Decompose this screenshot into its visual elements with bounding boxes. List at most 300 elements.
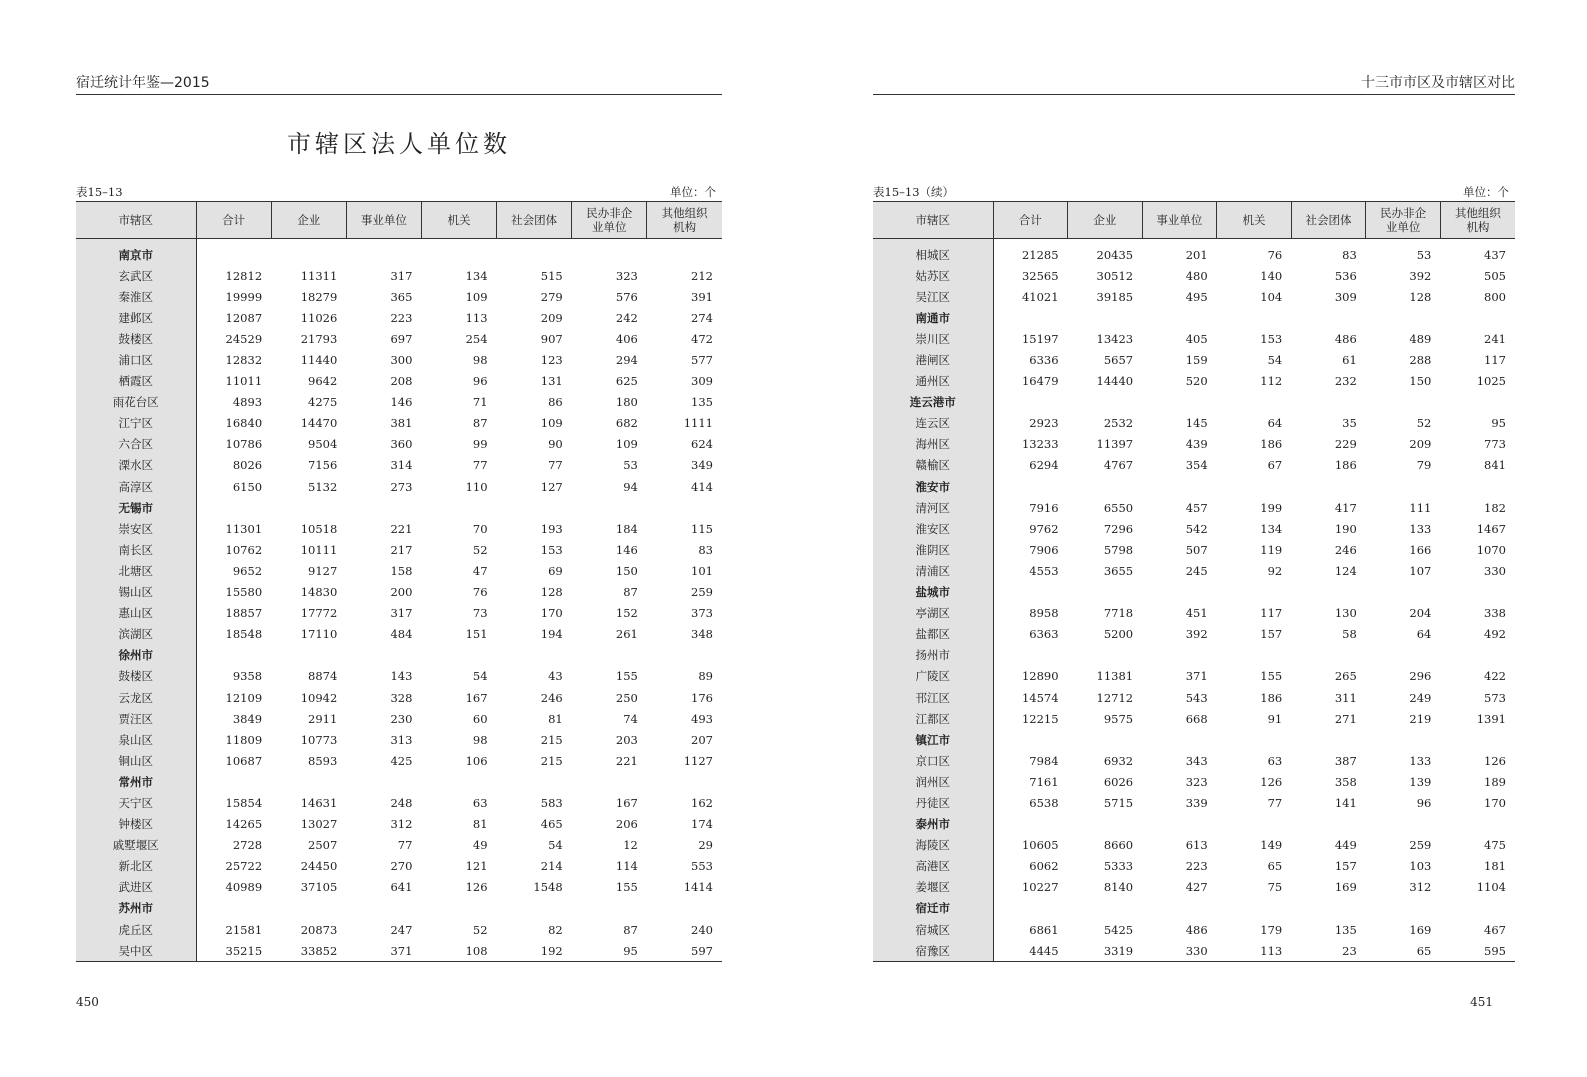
- table-row: [76, 750, 722, 771]
- value-cell: 159: [1185, 353, 1208, 368]
- value-cell: 505: [1484, 268, 1506, 283]
- table-row: [873, 539, 1515, 560]
- district-name: 崇安区: [76, 518, 196, 539]
- district-name: 雨花台区: [76, 392, 196, 413]
- value-cell: [497, 771, 572, 792]
- district-name: 天宁区: [76, 792, 196, 813]
- value-cell: [1366, 582, 1441, 603]
- value-cell: 4767: [1103, 458, 1134, 473]
- value-cell: [1291, 814, 1366, 835]
- value-cell: 76: [1267, 247, 1283, 262]
- value-cell: 3849: [232, 711, 263, 726]
- value-cell: 131: [540, 374, 563, 389]
- table-row: [873, 919, 1515, 940]
- value-cell: [346, 497, 421, 518]
- value-cell: 8140: [1103, 880, 1134, 895]
- city-row: [873, 814, 1515, 835]
- table-row: [76, 940, 722, 962]
- value-cell: 209: [1409, 437, 1432, 452]
- value-cell: [572, 239, 647, 266]
- value-cell: 15197: [1021, 331, 1059, 346]
- value-cell: 219: [1409, 711, 1432, 726]
- value-cell: 155: [1260, 669, 1283, 684]
- value-cell: 6336: [1029, 353, 1059, 368]
- column-header: 事业单位: [1142, 202, 1217, 239]
- table-row: [873, 856, 1515, 877]
- value-cell: 414: [691, 479, 713, 494]
- value-cell: 348: [691, 627, 713, 642]
- value-cell: [1366, 729, 1441, 750]
- value-cell: 10111: [300, 542, 338, 557]
- value-cell: 6294: [1029, 458, 1059, 473]
- value-cell: 52: [1416, 416, 1432, 431]
- value-cell: [1440, 392, 1515, 413]
- value-cell: 484: [390, 627, 413, 642]
- district-name: 六合区: [76, 434, 196, 455]
- district-name: 扬州市: [873, 645, 993, 666]
- district-name: 滨湖区: [76, 624, 196, 645]
- value-cell: 9575: [1103, 711, 1134, 726]
- value-cell: 312: [390, 817, 413, 832]
- value-cell: 4893: [232, 395, 263, 410]
- table-row: [76, 624, 722, 645]
- district-name: 淮阴区: [873, 539, 993, 560]
- value-cell: 553: [691, 859, 713, 874]
- district-name: 锡山区: [76, 582, 196, 603]
- value-cell: 449: [1334, 838, 1357, 853]
- table-header-row: [76, 202, 722, 239]
- district-name: 清河区: [873, 497, 993, 518]
- value-cell: 1414: [683, 880, 713, 895]
- district-name: 吴江区: [873, 286, 993, 307]
- value-cell: 10762: [225, 542, 263, 557]
- value-cell: 328: [390, 690, 413, 705]
- value-cell: 6062: [1029, 859, 1059, 874]
- table-row: [873, 413, 1515, 434]
- value-cell: 181: [1484, 859, 1506, 874]
- value-cell: 493: [691, 711, 713, 726]
- value-cell: 1025: [1476, 374, 1506, 389]
- value-cell: 10605: [1021, 838, 1059, 853]
- value-cell: 8958: [1029, 606, 1059, 621]
- value-cell: 99: [472, 437, 488, 452]
- value-cell: 800: [1484, 289, 1506, 304]
- column-header: 企业: [1068, 202, 1143, 239]
- value-cell: [1217, 898, 1292, 919]
- value-cell: 32565: [1021, 268, 1059, 283]
- value-cell: 77: [548, 458, 563, 473]
- value-cell: 223: [390, 310, 413, 325]
- value-cell: 81: [548, 711, 563, 726]
- district-name: 南通市: [873, 307, 993, 328]
- value-cell: 246: [540, 690, 563, 705]
- value-cell: [1217, 392, 1292, 413]
- table-row: [76, 856, 722, 877]
- right-page: [793, 0, 1586, 1077]
- value-cell: [421, 898, 496, 919]
- value-cell: 221: [615, 753, 638, 768]
- district-name: 淮安市: [873, 476, 993, 497]
- district-name: 宿豫区: [873, 940, 993, 962]
- value-cell: 2728: [232, 838, 263, 853]
- value-cell: 12812: [225, 268, 263, 283]
- value-cell: 215: [540, 753, 563, 768]
- value-cell: 1070: [1476, 542, 1506, 557]
- value-cell: 14265: [225, 817, 263, 832]
- value-cell: 98: [472, 353, 488, 368]
- column-header: 社会团体: [1291, 202, 1366, 239]
- column-header: 民办非企 业单位: [1366, 202, 1441, 239]
- value-cell: 8026: [232, 458, 263, 473]
- district-name: 盐城市: [873, 582, 993, 603]
- city-row: [873, 307, 1515, 328]
- value-cell: [497, 645, 572, 666]
- value-cell: 170: [540, 606, 563, 621]
- value-cell: 311: [1334, 690, 1357, 705]
- value-cell: 141: [1334, 795, 1357, 810]
- value-cell: [572, 771, 647, 792]
- district-name: 通州区: [873, 371, 993, 392]
- value-cell: 119: [1260, 542, 1283, 557]
- value-cell: 180: [615, 395, 638, 410]
- value-cell: [1291, 476, 1366, 497]
- value-cell: 139: [1409, 774, 1432, 789]
- district-name: 秦淮区: [76, 286, 196, 307]
- value-cell: 133: [1409, 521, 1432, 536]
- district-name: 淮安区: [873, 518, 993, 539]
- district-name: 海州区: [873, 434, 993, 455]
- value-cell: 112: [1260, 374, 1283, 389]
- value-cell: 391: [691, 289, 713, 304]
- value-cell: [572, 497, 647, 518]
- city-row: [76, 645, 722, 666]
- district-name: 鼓楼区: [76, 328, 196, 349]
- table-row: [76, 307, 722, 328]
- value-cell: 7156: [308, 458, 338, 473]
- value-cell: 126: [1260, 774, 1283, 789]
- value-cell: 1127: [683, 753, 713, 768]
- value-cell: 95: [1491, 416, 1506, 431]
- value-cell: 54: [548, 838, 563, 853]
- value-cell: 573: [1484, 690, 1506, 705]
- value-cell: 371: [346, 940, 421, 962]
- district-name: 盐都区: [873, 624, 993, 645]
- value-cell: [1068, 582, 1143, 603]
- value-cell: 95: [572, 940, 647, 962]
- value-cell: 18279: [300, 289, 338, 304]
- data-table: [873, 201, 1515, 962]
- value-cell: [1440, 729, 1515, 750]
- value-cell: 12215: [1021, 711, 1059, 726]
- table-row: [76, 518, 722, 539]
- value-cell: [1440, 898, 1515, 919]
- value-cell: 153: [1260, 331, 1283, 346]
- value-cell: [346, 645, 421, 666]
- value-cell: 248: [390, 795, 413, 810]
- value-cell: 92: [1267, 563, 1283, 578]
- value-cell: 11301: [225, 521, 263, 536]
- value-cell: 312: [1409, 880, 1432, 895]
- value-cell: 19999: [225, 289, 263, 304]
- value-cell: [1142, 392, 1217, 413]
- table-row: [76, 666, 722, 687]
- value-cell: 13027: [300, 817, 338, 832]
- value-cell: 492: [1484, 627, 1506, 642]
- value-cell: [993, 307, 1068, 328]
- value-cell: [1068, 814, 1143, 835]
- value-cell: [1142, 582, 1217, 603]
- value-cell: 145: [1185, 416, 1208, 431]
- value-cell: [1142, 814, 1217, 835]
- district-name: 高港区: [873, 856, 993, 877]
- value-cell: 595: [1440, 940, 1515, 962]
- value-cell: 7916: [1029, 500, 1059, 515]
- table-row: [873, 455, 1515, 476]
- value-cell: 5132: [308, 479, 338, 494]
- table-body: [76, 239, 722, 962]
- district-name: 江都区: [873, 708, 993, 729]
- table-row: [76, 413, 722, 434]
- value-cell: 190: [1334, 521, 1357, 536]
- value-cell: 330: [1484, 563, 1506, 578]
- value-cell: 9504: [308, 437, 338, 452]
- value-cell: 10786: [225, 437, 263, 452]
- district-name: 泰州市: [873, 814, 993, 835]
- value-cell: 146: [615, 542, 638, 557]
- value-cell: 288: [1409, 353, 1432, 368]
- value-cell: 65: [1267, 859, 1283, 874]
- value-cell: 381: [390, 416, 413, 431]
- table-row: [873, 349, 1515, 370]
- district-name: 惠山区: [76, 603, 196, 624]
- value-cell: 1391: [1476, 711, 1506, 726]
- table-row: [76, 603, 722, 624]
- value-cell: [1440, 307, 1515, 328]
- value-cell: 7906: [1029, 542, 1059, 557]
- value-cell: 53: [1416, 247, 1432, 262]
- value-cell: 15854: [225, 795, 263, 810]
- value-cell: 140: [1260, 268, 1283, 283]
- value-cell: 23: [1291, 940, 1366, 962]
- value-cell: 317: [390, 268, 413, 283]
- value-cell: 47: [472, 563, 488, 578]
- value-cell: 425: [390, 753, 413, 768]
- value-cell: [1440, 814, 1515, 835]
- value-cell: 21793: [300, 331, 338, 346]
- value-cell: 25722: [225, 859, 263, 874]
- value-cell: 697: [390, 331, 413, 346]
- value-cell: [1142, 307, 1217, 328]
- value-cell: 317: [390, 606, 413, 621]
- value-cell: 126: [465, 880, 488, 895]
- value-cell: 179: [1260, 922, 1283, 937]
- value-cell: 265: [1334, 669, 1357, 684]
- value-cell: 87: [623, 585, 638, 600]
- value-cell: [1440, 582, 1515, 603]
- district-name: 相城区: [873, 239, 993, 266]
- value-cell: 134: [465, 268, 488, 283]
- value-cell: 200: [390, 585, 413, 600]
- value-cell: 489: [1409, 331, 1432, 346]
- value-cell: 21285: [1021, 247, 1059, 262]
- table-row: [76, 265, 722, 286]
- table-row: [76, 476, 722, 497]
- value-cell: 106: [465, 753, 488, 768]
- table-meta: [873, 184, 1515, 200]
- value-cell: 279: [540, 289, 563, 304]
- value-cell: [421, 645, 496, 666]
- value-cell: 11011: [225, 374, 263, 389]
- value-cell: [497, 239, 572, 266]
- value-cell: 597: [647, 940, 722, 962]
- value-cell: 467: [1484, 922, 1506, 937]
- value-cell: 96: [472, 374, 488, 389]
- value-cell: [1366, 645, 1441, 666]
- value-cell: 37105: [300, 880, 338, 895]
- table-row: [873, 624, 1515, 645]
- city-row: [873, 476, 1515, 497]
- value-cell: [1217, 307, 1292, 328]
- city-row: [873, 392, 1515, 413]
- value-cell: 114: [615, 859, 638, 874]
- value-cell: 176: [691, 690, 713, 705]
- data-table: [76, 201, 722, 962]
- value-cell: 4553: [1029, 563, 1059, 578]
- value-cell: 427: [1185, 880, 1208, 895]
- value-cell: [271, 898, 346, 919]
- city-row: [76, 898, 722, 919]
- value-cell: 215: [540, 732, 563, 747]
- district-name: 海陵区: [873, 835, 993, 856]
- column-header: 其他组织 机构: [1440, 202, 1515, 239]
- district-name: 钟楼区: [76, 814, 196, 835]
- value-cell: 76: [472, 585, 488, 600]
- value-cell: [993, 729, 1068, 750]
- table-row: [873, 371, 1515, 392]
- value-cell: 613: [1185, 838, 1208, 853]
- table-row: [76, 792, 722, 813]
- district-name: 京口区: [873, 750, 993, 771]
- column-header: 事业单位: [346, 202, 421, 239]
- value-cell: 214: [540, 859, 563, 874]
- page-number: 451: [1470, 995, 1493, 1009]
- value-cell: 339: [1185, 795, 1208, 810]
- value-cell: 69: [548, 563, 563, 578]
- value-cell: 9762: [1029, 521, 1059, 536]
- table-row: [873, 940, 1515, 962]
- value-cell: [1068, 307, 1143, 328]
- value-cell: 135: [691, 395, 713, 410]
- district-name: 润州区: [873, 771, 993, 792]
- value-cell: 35: [1342, 416, 1357, 431]
- table-row: [873, 560, 1515, 581]
- value-cell: [1142, 898, 1217, 919]
- value-cell: 2923: [1029, 416, 1059, 431]
- value-cell: 61: [1342, 353, 1357, 368]
- value-cell: 14830: [300, 585, 338, 600]
- value-cell: [1440, 476, 1515, 497]
- value-cell: [647, 898, 722, 919]
- value-cell: 89: [698, 669, 713, 684]
- value-cell: 1104: [1476, 880, 1506, 895]
- value-cell: 204: [1409, 606, 1432, 621]
- value-cell: 17110: [300, 627, 338, 642]
- value-cell: [993, 476, 1068, 497]
- value-cell: 20873: [300, 922, 338, 937]
- value-cell: 221: [390, 521, 413, 536]
- value-cell: 323: [615, 268, 638, 283]
- table-body: [873, 239, 1515, 962]
- value-cell: 682: [615, 416, 638, 431]
- value-cell: 11311: [300, 268, 338, 283]
- district-name: 广陵区: [873, 666, 993, 687]
- value-cell: 520: [1185, 374, 1208, 389]
- value-cell: 229: [1334, 437, 1357, 452]
- value-cell: 1467: [1476, 521, 1506, 536]
- value-cell: 249: [1409, 690, 1432, 705]
- value-cell: 77: [397, 838, 413, 853]
- value-cell: [497, 497, 572, 518]
- value-cell: 10773: [300, 732, 338, 747]
- district-name: 亭湖区: [873, 603, 993, 624]
- value-cell: 576: [615, 289, 638, 304]
- value-cell: 109: [465, 289, 488, 304]
- value-cell: [647, 239, 722, 266]
- value-cell: [1142, 729, 1217, 750]
- value-cell: [993, 582, 1068, 603]
- column-header: 市辖区: [873, 202, 993, 239]
- value-cell: 330: [1142, 940, 1217, 962]
- value-cell: 184: [615, 521, 638, 536]
- value-cell: [1142, 476, 1217, 497]
- district-name: 连云港市: [873, 392, 993, 413]
- district-name: 港闸区: [873, 349, 993, 370]
- table-row: [76, 708, 722, 729]
- value-cell: 1111: [683, 416, 713, 431]
- district-name: 虎丘区: [76, 919, 196, 940]
- value-cell: 67: [1267, 458, 1283, 473]
- value-cell: 373: [691, 606, 713, 621]
- value-cell: 14574: [1021, 690, 1059, 705]
- value-cell: 907: [540, 331, 563, 346]
- value-cell: [1366, 476, 1441, 497]
- value-cell: 6026: [1103, 774, 1134, 789]
- value-cell: 39185: [1096, 289, 1134, 304]
- value-cell: 104: [1260, 289, 1283, 304]
- value-cell: 5657: [1103, 353, 1134, 368]
- value-cell: 309: [691, 374, 713, 389]
- value-cell: [1366, 898, 1441, 919]
- value-cell: 230: [390, 711, 413, 726]
- value-cell: 16840: [225, 416, 263, 431]
- value-cell: 3319: [1068, 940, 1143, 962]
- value-cell: 14631: [300, 795, 338, 810]
- value-cell: 101: [691, 563, 713, 578]
- value-cell: 98: [472, 732, 488, 747]
- district-name: 新北区: [76, 856, 196, 877]
- value-cell: 208: [390, 374, 413, 389]
- value-cell: [421, 239, 496, 266]
- value-cell: 24529: [225, 331, 263, 346]
- district-name: 高淳区: [76, 476, 196, 497]
- table-row: [873, 750, 1515, 771]
- value-cell: 472: [691, 331, 713, 346]
- value-cell: 113: [1217, 940, 1292, 962]
- district-name: 浦口区: [76, 349, 196, 370]
- page-number: 450: [76, 995, 99, 1009]
- district-name: 赣榆区: [873, 455, 993, 476]
- district-name: 连云区: [873, 413, 993, 434]
